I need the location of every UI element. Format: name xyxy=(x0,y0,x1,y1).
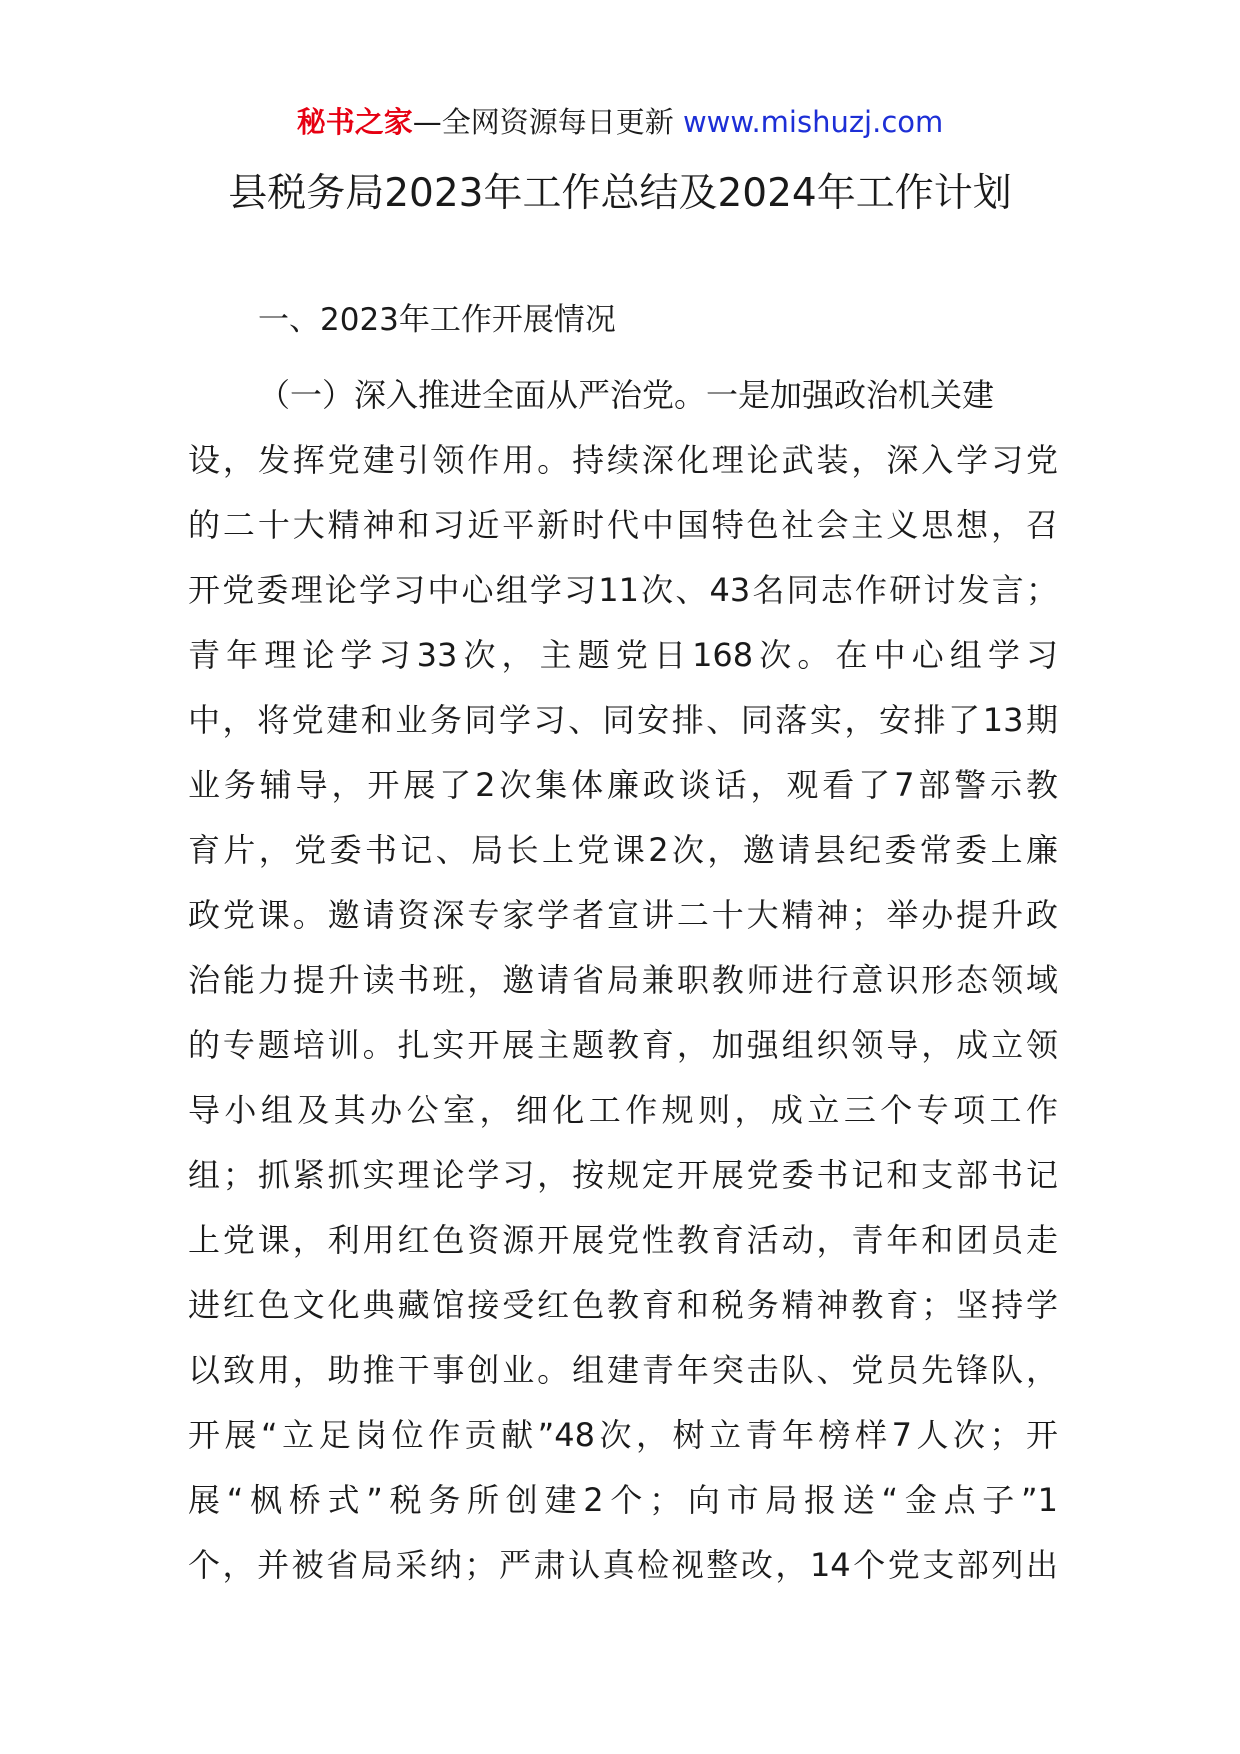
body-line: 业务辅导，开展了2次集体廉政谈话，观看了7部警示教 xyxy=(188,766,1058,804)
body-line: 中，将党建和业务同学习、同安排、同落实，安排了13期 xyxy=(188,701,1058,739)
body-line: 育片，党委书记、局长上党课2次，邀请县纪委常委上廉 xyxy=(188,831,1058,869)
body-paragraph xyxy=(188,363,1058,1598)
body-line: 个，并被省局采纳；严肃认真检视整改，14个党支部列出 xyxy=(188,1546,1058,1584)
section-heading: 一、2023年工作开展情况 xyxy=(258,302,616,338)
body-line: 设，发挥党建引领作用。持续深化理论武装，深入学习党 xyxy=(188,441,1058,479)
body-line: 开党委理论学习中心组学习11次、43名同志作研讨发言； xyxy=(188,571,1058,609)
body-line: 开展“立足岗位作贡献”48次，树立青年榜样7人次；开 xyxy=(188,1416,1058,1454)
site-header xyxy=(0,102,1240,142)
body-line: 展“枫桥式”税务所创建2个；向市局报送“金点子”1 xyxy=(188,1481,1058,1519)
body-line: 进红色文化典藏馆接受红色教育和税务精神教育；坚持学 xyxy=(188,1286,1058,1324)
body-line: 的专题培训。扎实开展主题教育，加强组织领导，成立领 xyxy=(188,1026,1058,1064)
document-title: 县税务局2023年工作总结及2024年工作计划 xyxy=(228,171,1012,216)
body-line: 导小组及其办公室，细化工作规则，成立三个专项工作 xyxy=(188,1091,1058,1129)
body-line: 以致用，助推干事创业。组建青年突击队、党员先锋队， xyxy=(188,1351,1058,1389)
brand-name: 秘书之家 xyxy=(296,105,413,139)
body-line: 上党课，利用红色资源开展党性教育活动，青年和团员走 xyxy=(188,1221,1058,1259)
header-tagline: —全网资源每日更新 xyxy=(412,105,683,139)
body-line: 组；抓紧抓实理论学习，按规定开展党委书记和支部书记 xyxy=(188,1156,1058,1194)
body-line: 治能力提升读书班，邀请省局兼职教师进行意识形态领域 xyxy=(188,961,1058,999)
body-line: 的二十大精神和习近平新时代中国特色社会主义思想，召 xyxy=(188,506,1058,544)
body-line: （一）深入推进全面从严治党。一是加强政治机关建 xyxy=(258,376,995,414)
body-line: 政党课。邀请资深专家学者宣讲二十大精神；举办提升政 xyxy=(188,896,1058,934)
body-line: 青年理论学习33次，主题党日168次。在中心组学习 xyxy=(188,636,1058,674)
site-url-link[interactable]: www.mishuzj.com xyxy=(682,105,944,139)
